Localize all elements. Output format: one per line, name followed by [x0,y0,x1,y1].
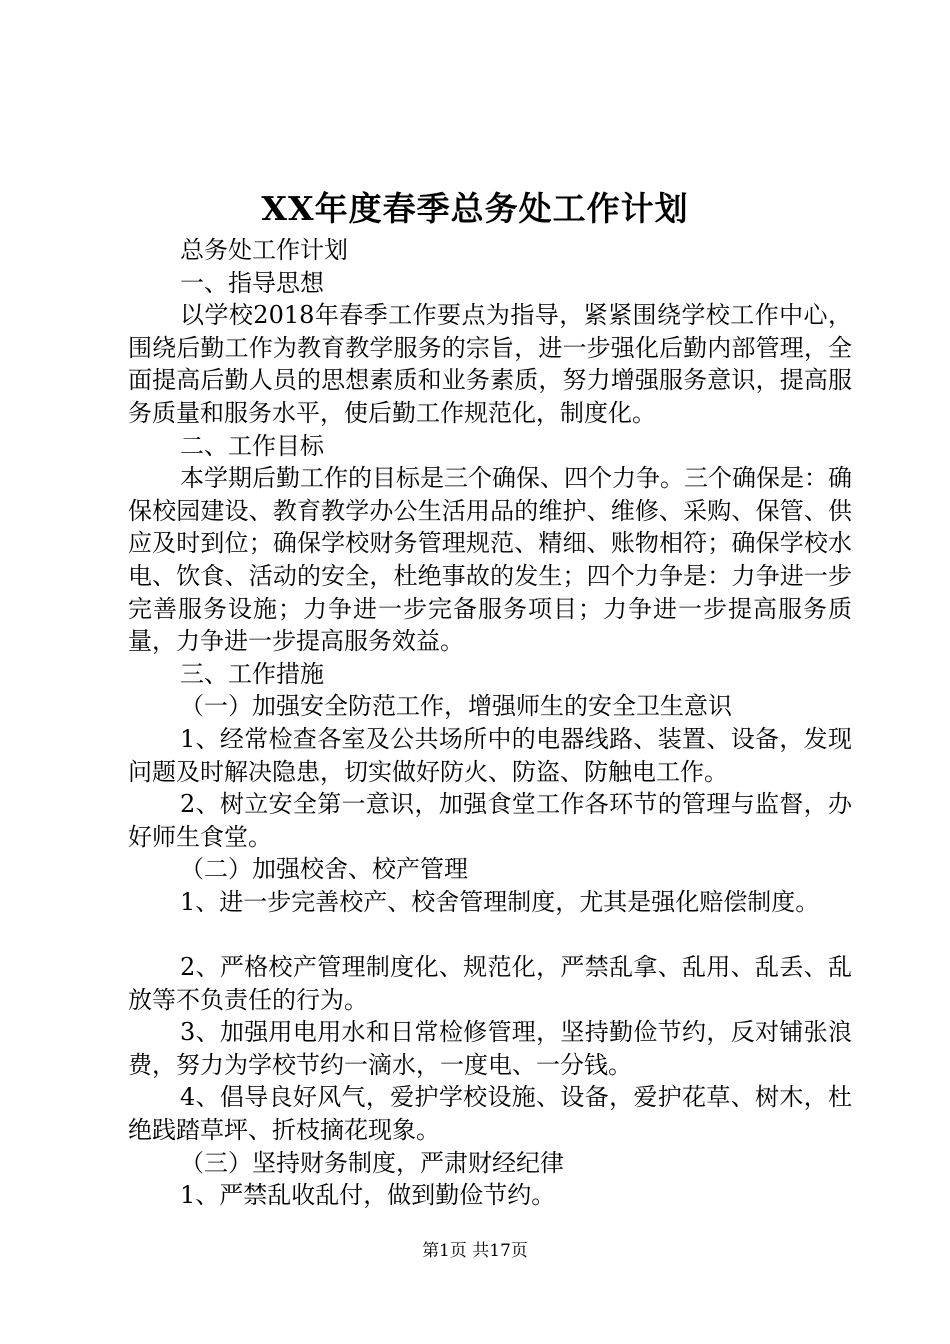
page-footer: 第1页 共17页 [422,1241,528,1261]
subsection-heading: （三）坚持财务制度，严肃财经纪律 [180,1148,564,1177]
document-title: XX年度春季总务处工作计划 [261,189,689,228]
paragraph-subtitle: 总务处工作计划 [180,236,348,264]
section-heading-2: 二、工作目标 [180,431,324,460]
list-item: 4、倡导良好风气，爱护学校设施、设备，爱护花草、树木，杜绝践踏草坪、折枝摘花现象。 [128,1083,852,1145]
list-item: 2、树立安全第一意识，加强食堂工作各环节的管理与监督，办好师生食堂。 [128,790,852,851]
subsection-heading: （二）加强校舍、校产管理 [180,855,468,884]
subsection-heading: （一）加强安全防范工作，增强师生的安全卫生意识 [180,692,732,721]
list-item: 1、经常检查各室及公共场所中的电器线路、装置、设备，发现问题及时解决隐患，切实做好防火、防盗、防触电工作。 [128,724,852,786]
section-heading-1: 一、指导思想 [180,268,324,297]
list-item: 1、进一步完善校产、校舍管理制度，尤其是强化赔偿制度。 [180,887,820,916]
paragraph: 以学校2018年春季工作要点为指导，紧紧围绕学校工作中心，围绕后勤工作为教育教学服务的宗旨，进一步强化后勤内部管理，全面提高后勤人员的思想素质和业务素质，努力增强服务意识，提高服务质量和服务水平，使后勤工作规范化，制度化。 [128,301,852,427]
document-body [128,234,852,1212]
list-item: 3、加强用电用水和日常检修管理，坚持勤俭节约，反对铺张浪费，努力为学校节约一滴水，一度电、一分钱。 [128,1018,852,1079]
list-item: 2、严格校产管理制度化、规范化，严禁乱拿、乱用、乱丢、乱放等不负责任的行为。 [128,953,852,1014]
list-item: 1、严禁乱收乱付，做到勤俭节约。 [180,1181,556,1210]
paragraph: 本学期后勤工作的目标是三个确保、四个力争。三个确保是：确保校园建设、教育教学办公生活用品的维护、维修、采购、保管、供应及时到位；确保学校财务管理规范、精细、账物相符；确保学校水电、饮食、活动的安全，杜绝事故的发生；四个力争是：力争进一步完善服务设施；力争进一步完备服务项目；力争进一步提高服务质量，力争进一步提高服务效益。 [128,464,852,656]
section-heading-3: 三、工作措施 [180,659,324,688]
